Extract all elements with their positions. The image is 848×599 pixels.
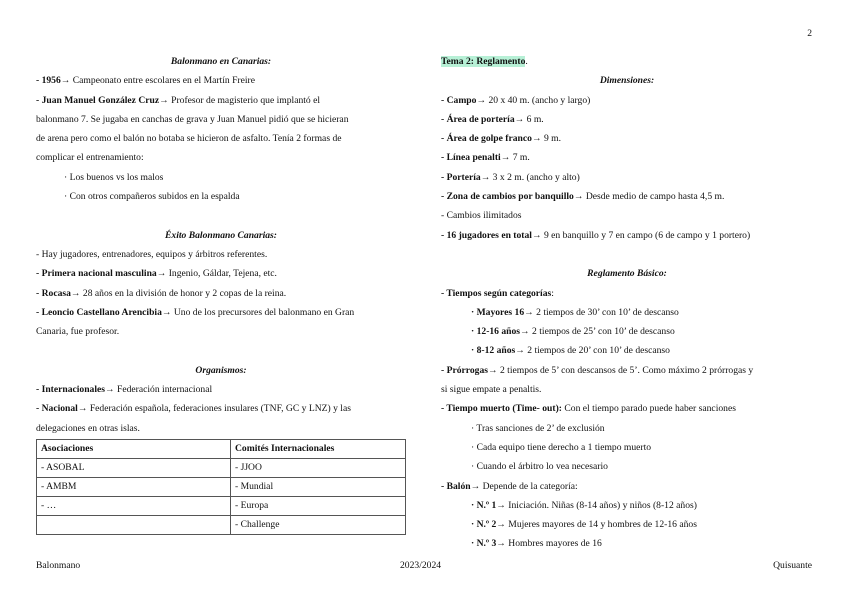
item-nacional: - Nacional→ Federación española, federaciones insulares (TNF, GC y LNZ) y las [36,403,351,415]
sub-item-balon-2: · N.º 2→ Mujeres mayores de 14 y hombres de 12-16 años [471,519,697,531]
item-rocasa: - Rocasa→ 28 años en la división de honor y 2 copas de la reina. [36,287,287,299]
item-campo: - Campo→ 20 x 40 m. (ancho y largo) [441,94,591,106]
table-row [37,458,406,477]
item-juan-manuel-line2: balonmano 7. Se jugaba en canchas de grava y Juan Manuel pidió que se hicieran [36,113,349,125]
item-internacionales: - Internacionales→ Federación internacional [36,384,213,396]
right-column [441,52,813,554]
item-leoncio-line2: Canaria, fue profesor. [36,326,120,338]
table-cell: - AMBM [37,477,231,496]
item-primera-nacional: - Primera nacional masculina→ Ingenio, Gáldar, Tejena, etc. [36,268,277,280]
table-row [37,496,406,515]
section-title-reglamento: Reglamento Básico: [587,268,667,280]
item-1956: - 1956→ Campeonato entre escolares en el Martín Freire [36,75,255,87]
item-golpe-franco: - Área de golpe franco→ 9 m. [441,133,562,145]
sub-item-buenos-malos: · Los buenos vs los malos [64,171,164,183]
table-row [37,515,406,534]
table-row [37,477,406,496]
footer-center: 2023/2024 [400,560,442,571]
section-title-exito: Éxito Balonmano Canarias: [165,229,277,241]
sub-item-espalda: · Con otros compañeros subidos en la espalda [64,191,240,203]
footer-left: Balonmano [36,560,81,571]
item-juan-manuel-line4: complicar el entrenamiento: [36,152,144,164]
table-cell: - Europa [231,496,406,515]
item-juan-manuel: - Juan Manuel González Cruz→ Profesor de magisterio que implantó el [36,94,321,106]
table-cell: - … [37,496,231,515]
item-balon: - Balón→ Depende de la categoría: [441,480,578,492]
section-title-canarias: Balonmano en Canarias: [170,56,272,67]
footer-right: Quisuante [773,560,812,571]
sub-item-12-16: · 12-16 años→ 2 tiempos de 25’ con 10’ de descanso [471,326,675,338]
table-cell: - ASOBAL [37,458,231,477]
item-tiempos: - Tiempos según categorías: [441,287,554,299]
item-linea-penalti: - Línea penalti→ 7 m. [441,152,530,164]
left-column [36,52,406,535]
sub-item-8-12: · 8-12 años→ 2 tiempos de 20’ con 10’ de descanso [471,345,670,357]
sub-item-balon-3: · N.º 3→ Hombres mayores de 16 [471,538,602,550]
table-header: Comités Internacionales [231,439,406,458]
table-cell: - Challenge [231,515,406,534]
item-cambios-ilimitados: - Cambios ilimitados [441,210,522,222]
item-zona-cambios: - Zona de cambios por banquillo→ Desde medio de campo hasta 4,5 m. [441,191,725,203]
item-leoncio: - Leoncio Castellano Arencibia→ Uno de los precursores del balonmano en Gran [36,306,355,318]
item-tiempo-muerto: - Tiempo muerto (Time- out): Con el tiempo parado puede haber sanciones [441,403,736,415]
sub-item-mayores-16: · Mayores 16→ 2 tiempos de 30’ con 10’ de descanso [471,306,679,318]
table-cell [37,515,231,534]
table-header: Asociaciones [37,439,231,458]
sub-item-sanciones: · Tras sanciones de 2’ de exclusión [471,422,605,434]
item-nacional-line2: delegaciones en otras islas. [36,422,140,434]
item-prorrogas: - Prórrogas→ 2 tiempos de 5’ con descansos de 5’. Como máximo 2 prórrogas y [441,364,754,376]
item-area-porteria: - Área de portería→ 6 m. [441,113,544,125]
item-prorrogas-line2: si sigue empate a penaltis. [441,384,542,396]
sub-item-arbitro: · Cuando el árbitro lo vea necesario [471,461,608,473]
tema-heading: Tema 2: Reglamento. [441,56,528,67]
item-referentes: - Hay jugadores, entrenadores, equipos y árbitros referentes. [36,248,268,260]
page-number: 2 [807,28,812,39]
item-16-jugadores: - 16 jugadores en total→ 9 en banquillo y 7 en campo (6 de campo y 1 portero) [441,229,751,241]
table-header-row [37,439,406,458]
sub-item-derecho: · Cada equipo tiene derecho a 1 tiempo muerto [471,441,652,453]
item-porteria: - Portería→ 3 x 2 m. (ancho y alto) [441,171,580,183]
table-cell: - JJOO [231,458,406,477]
organismos-table [36,439,406,535]
item-juan-manuel-line3: de arena pero como el balón no botaba se hicieron de asfalto. Tenía 2 formas de [36,133,342,145]
table-cell: - Mundial [231,477,406,496]
section-title-organismos: Organismos: [195,364,247,376]
section-title-dimensiones: Dimensiones: [599,75,655,87]
sub-item-balon-1: · N.º 1→ Iniciación. Niñas (8-14 años) y niños (8-12 años) [471,499,697,511]
